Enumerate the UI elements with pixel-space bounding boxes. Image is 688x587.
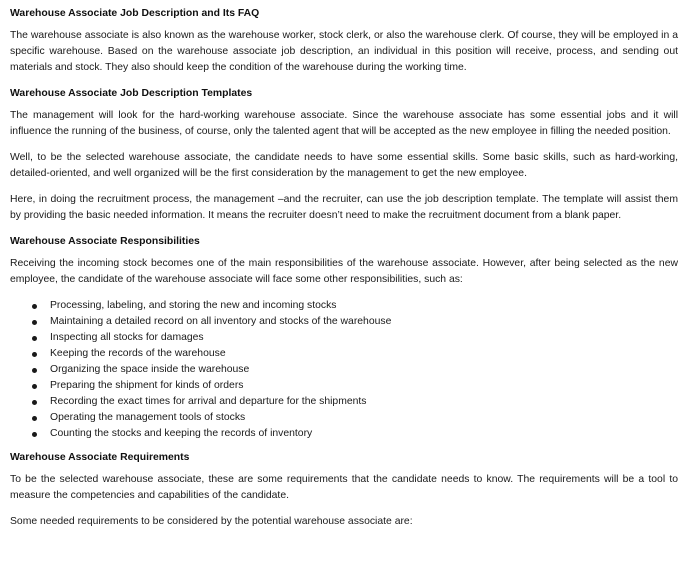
bullet-icon <box>32 304 37 309</box>
list-item-text: Operating the management tools of stocks <box>50 412 246 423</box>
paragraph-intro: The warehouse associate is also known as the warehouse worker, stock clerk, or also the warehouse clerk. Of course, they will be employed in a specific warehouse. Based on the warehouse associate job description, an individual in this position will receive, process, and sending out materials and stock. They also should keep the condition of the warehouse during the working time. <box>10 30 678 73</box>
list-item <box>30 298 678 314</box>
paragraph-responsibilities: Receiving the incoming stock becomes one of the main responsibilities of the warehouse associate. However, after being selected as the new employee, the candidate of the warehouse associate will face some other responsibilities, such as: <box>10 258 678 285</box>
list-item-text: Recording the exact times for arrival and departure for the shipments <box>50 396 367 407</box>
bullet-icon <box>32 432 37 437</box>
list-item-text: Maintaining a detailed record on all inventory and stocks of the warehouse <box>50 316 392 327</box>
list-item-text: Preparing the shipment for kinds of orders <box>50 380 244 391</box>
list-item-text: Counting the stocks and keeping the records of inventory <box>50 428 313 439</box>
list-item-text: Inspecting all stocks for damages <box>50 332 204 343</box>
list-item <box>30 330 678 346</box>
list-item <box>30 426 678 442</box>
bullet-icon <box>32 368 37 373</box>
list-item <box>30 362 678 378</box>
list-item <box>30 378 678 394</box>
list-item <box>30 410 678 426</box>
list-item <box>30 314 678 330</box>
list-item-text: Keeping the records of the warehouse <box>50 348 226 359</box>
section-heading-templates: Warehouse Associate Job Description Templates <box>10 88 253 99</box>
section-heading-responsibilities: Warehouse Associate Responsibilities <box>10 236 200 247</box>
bullet-icon <box>32 336 37 341</box>
bullet-icon <box>32 352 37 357</box>
paragraph-templates-2: Well, to be the selected warehouse associate, the candidate needs to have some essential skills. Some basic skills, such as hard-working, detailed-oriented, and well organized will be the first consideration by the management to get the new employee. <box>10 152 678 179</box>
list-item-text: Processing, labeling, and storing the new and incoming stocks <box>50 300 337 311</box>
bullet-icon <box>32 416 37 421</box>
bullet-icon <box>32 400 37 405</box>
responsibilities-list <box>10 298 678 442</box>
section-heading-faq: Warehouse Associate Job Description and Its FAQ <box>10 8 260 19</box>
bullet-icon <box>32 384 37 389</box>
paragraph-templates-3: Here, in doing the recruitment process, the management –and the recruiter, can use the job description template. The template will assist them by providing the basic needed information. It means the recruiter doesn’t need to make the recruitment document from a blank paper. <box>10 194 678 221</box>
section-heading-requirements: Warehouse Associate Requirements <box>10 452 190 463</box>
paragraph-requirements-2: Some needed requirements to be considered by the potential warehouse associate are: <box>10 516 413 527</box>
bullet-icon <box>32 320 37 325</box>
paragraph-requirements-1: To be the selected warehouse associate, these are some requirements that the candidate needs to know. The requirements will be a tool to measure the competencies and capabilities of the candidate. <box>10 474 678 501</box>
list-item-text: Organizing the space inside the warehouse <box>50 364 250 375</box>
list-item <box>30 394 678 410</box>
paragraph-templates-1: The management will look for the hard-working warehouse associate. Since the warehouse associate has some essential jobs and it will influence the running of the business, of course, only the talented agent that will be accepted as the new employee in filling the needed position. <box>10 110 678 137</box>
list-item <box>30 346 678 362</box>
